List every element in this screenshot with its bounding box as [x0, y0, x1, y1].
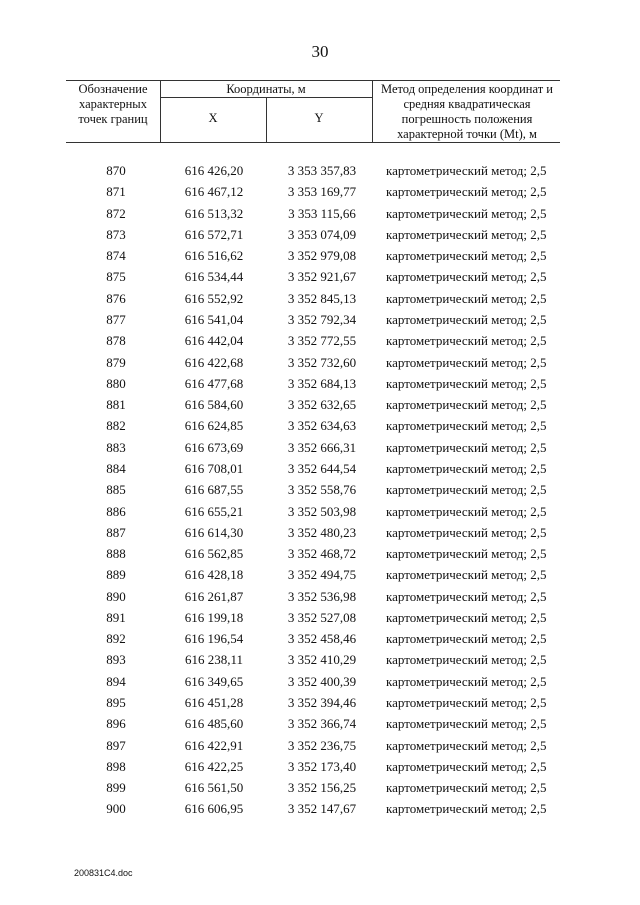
point-id: 872 — [106, 205, 126, 221]
point-id: 892 — [106, 631, 126, 647]
method-cell: картометрический метод; 2,5 — [386, 588, 547, 604]
coord-y: 3 352 792,34 — [287, 312, 357, 327]
coord-y: 3 352 666,31 — [287, 439, 357, 455]
coord-x: 616 422,91 — [184, 737, 244, 753]
method-cell: картометрический метод; 2,5 — [386, 482, 547, 498]
table-row — [0, 160, 640, 181]
table-row — [0, 352, 640, 373]
method-cell: картометрический метод; 2,5 — [386, 418, 547, 434]
table-row — [0, 692, 640, 713]
coord-x: 616 238,11 — [184, 652, 244, 668]
method-cell: картометрический метод; 2,5 — [386, 567, 547, 583]
coord-y: 3 352 845,13 — [287, 290, 357, 306]
coord-y: 3 352 156,25 — [287, 780, 357, 796]
coord-x: 616 561,50 — [184, 780, 244, 796]
coord-y: 3 352 634,63 — [287, 418, 357, 434]
header-divider-2 — [372, 80, 373, 142]
header-designation: Обозначение характерных точек границ — [78, 82, 148, 126]
coord-x: 616 572,71 — [184, 226, 244, 242]
point-id: 871 — [106, 184, 126, 200]
point-id: 884 — [106, 460, 126, 476]
header-top-rule — [66, 80, 560, 81]
coord-x: 616 516,62 — [184, 248, 244, 264]
method-cell: картометрический метод; 2,5 — [386, 226, 547, 242]
table-row — [0, 522, 640, 543]
coord-y: 3 352 732,60 — [287, 354, 357, 370]
coord-y: 3 352 772,55 — [287, 333, 357, 349]
point-id: 881 — [106, 397, 126, 413]
point-id: 891 — [106, 609, 126, 625]
coord-x: 616 534,44 — [184, 269, 244, 285]
table-row — [0, 266, 640, 287]
point-id: 895 — [106, 695, 126, 710]
table-row — [0, 628, 640, 649]
method-cell: картометрический метод; 2,5 — [386, 290, 547, 306]
point-id: 888 — [106, 546, 126, 561]
method-cell: картометрический метод; 2,5 — [386, 333, 547, 349]
coord-x: 616 673,69 — [184, 439, 244, 455]
point-id: 877 — [106, 312, 126, 327]
coord-x: 616 513,32 — [184, 205, 244, 221]
method-cell: картометрический метод; 2,5 — [386, 631, 547, 647]
point-id: 900 — [106, 801, 126, 817]
method-cell: картометрический метод; 2,5 — [386, 737, 547, 753]
coord-y: 3 353 169,77 — [287, 184, 357, 200]
coord-y: 3 352 236,75 — [287, 737, 357, 753]
coord-y: 3 352 494,75 — [287, 567, 357, 583]
table-row — [0, 437, 640, 458]
method-cell: картометрический метод; 2,5 — [386, 758, 547, 774]
coord-y: 3 353 357,83 — [287, 163, 357, 178]
method-cell: картометрический метод; 2,5 — [386, 184, 547, 200]
coord-y: 3 353 115,66 — [288, 205, 356, 221]
point-id: 894 — [106, 673, 126, 689]
point-id: 886 — [106, 503, 126, 519]
method-cell: картометрический метод; 2,5 — [386, 609, 547, 625]
coord-x: 616 687,55 — [184, 482, 244, 498]
table-row — [0, 777, 640, 798]
table-row — [0, 415, 640, 436]
coord-x: 616 428,18 — [184, 567, 244, 583]
point-id: 879 — [106, 354, 126, 370]
point-id: 875 — [106, 269, 126, 285]
point-id: 889 — [106, 567, 126, 583]
point-id: 878 — [106, 333, 126, 349]
coord-y: 3 352 503,98 — [287, 503, 357, 519]
method-cell: картометрический метод; 2,5 — [386, 503, 547, 519]
method-cell: картометрический метод; 2,5 — [386, 439, 547, 455]
point-id: 870 — [106, 163, 126, 178]
table-row — [0, 245, 640, 266]
coord-x: 616 624,85 — [184, 418, 244, 434]
point-id: 882 — [106, 418, 126, 434]
coord-y: 3 352 394,46 — [287, 695, 357, 710]
table-row — [0, 543, 640, 564]
table-row — [0, 713, 640, 734]
point-id: 885 — [106, 482, 126, 498]
coord-x: 616 584,60 — [184, 397, 244, 413]
coord-x: 616 422,25 — [184, 758, 244, 774]
method-cell: картометрический метод; 2,5 — [386, 673, 547, 689]
method-cell: картометрический метод; 2,5 — [386, 524, 547, 540]
header-coordinates: Координаты, м — [226, 82, 306, 96]
method-cell: картометрический метод; 2,5 — [386, 780, 547, 796]
point-id: 873 — [106, 226, 126, 242]
method-cell: картометрический метод; 2,5 — [386, 716, 547, 732]
coord-x: 616 422,68 — [184, 354, 244, 370]
page-number: 30 — [311, 42, 329, 61]
table-row — [0, 181, 640, 202]
method-cell: картометрический метод; 2,5 — [386, 163, 547, 178]
coord-y: 3 352 527,08 — [287, 609, 357, 625]
coord-y: 3 352 632,65 — [287, 397, 357, 413]
coord-x: 616 606,95 — [184, 801, 244, 817]
coord-x: 616 655,21 — [184, 503, 244, 519]
coord-x: 616 451,28 — [184, 695, 244, 710]
coord-x: 616 199,18 — [184, 609, 244, 625]
coord-x: 616 708,01 — [184, 460, 244, 476]
method-cell: картометрический метод; 2,5 — [386, 460, 547, 476]
coord-y: 3 352 173,40 — [287, 758, 357, 774]
coord-y: 3 352 684,13 — [287, 375, 357, 391]
coord-x: 616 467,12 — [184, 184, 244, 200]
coord-x: 616 614,30 — [184, 524, 244, 540]
coord-y: 3 352 458,46 — [287, 631, 357, 647]
header-bottom-rule — [66, 142, 560, 143]
point-id: 897 — [106, 737, 126, 753]
coord-x: 616 261,87 — [184, 588, 244, 604]
method-cell: картометрический метод; 2,5 — [386, 248, 547, 264]
header-x: X — [208, 111, 218, 125]
coord-x: 616 477,68 — [184, 375, 244, 391]
coord-y: 3 352 558,76 — [287, 482, 357, 498]
point-id: 890 — [106, 588, 126, 604]
table-row — [0, 458, 640, 479]
method-cell: картометрический метод; 2,5 — [386, 205, 547, 221]
point-id: 880 — [106, 375, 126, 391]
coord-y: 3 352 480,23 — [287, 524, 357, 540]
coord-x: 616 562,85 — [184, 546, 244, 561]
method-cell: картометрический метод; 2,5 — [386, 546, 547, 561]
header-y: Y — [314, 111, 324, 125]
point-id: 893 — [106, 652, 126, 668]
coord-x: 616 552,92 — [184, 290, 244, 306]
table-row — [0, 330, 640, 351]
table-row — [0, 309, 640, 330]
coord-y: 3 352 366,74 — [287, 716, 357, 732]
coord-y: 3 352 147,67 — [287, 801, 357, 817]
coord-y: 3 352 400,39 — [287, 673, 357, 689]
method-cell: картометрический метод; 2,5 — [386, 312, 547, 327]
footer-filename: 200831C4.doc — [74, 868, 133, 878]
table-row — [0, 501, 640, 522]
table-row — [0, 671, 640, 692]
method-cell: картометрический метод; 2,5 — [386, 269, 547, 285]
table-row — [0, 756, 640, 777]
coord-x: 616 349,65 — [184, 673, 244, 689]
coord-y: 3 352 468,72 — [287, 546, 357, 561]
table-row — [0, 288, 640, 309]
coord-x: 616 196,54 — [184, 631, 244, 647]
method-cell: картометрический метод; 2,5 — [386, 801, 547, 817]
point-id: 887 — [106, 524, 126, 540]
coord-y: 3 353 074,09 — [287, 226, 357, 242]
method-cell: картометрический метод; 2,5 — [386, 354, 547, 370]
point-id: 899 — [106, 780, 126, 796]
table-row — [0, 224, 640, 245]
coord-y: 3 352 979,08 — [287, 248, 357, 264]
table-row — [0, 607, 640, 628]
coord-x: 616 541,04 — [184, 312, 244, 327]
point-id: 896 — [106, 716, 126, 732]
table-row — [0, 798, 640, 819]
coord-y: 3 352 410,29 — [287, 652, 357, 668]
table-row — [0, 735, 640, 756]
coord-x: 616 442,04 — [184, 333, 244, 349]
point-id: 876 — [106, 290, 126, 306]
table-row — [0, 479, 640, 500]
method-cell: картометрический метод; 2,5 — [386, 375, 547, 391]
method-cell: картометрический метод; 2,5 — [386, 397, 547, 413]
table-row — [0, 394, 640, 415]
point-id: 898 — [106, 758, 126, 774]
point-id: 883 — [106, 439, 126, 455]
table-row — [0, 564, 640, 585]
coord-y: 3 352 921,67 — [287, 269, 357, 285]
point-id: 874 — [106, 248, 126, 264]
method-cell: картометрический метод; 2,5 — [386, 652, 547, 668]
coord-x: 616 485,60 — [184, 716, 244, 732]
table-row — [0, 649, 640, 670]
table-row — [0, 203, 640, 224]
header-method: Метод определения координат и средняя квадратическая погрешность положения характерной точки (Mt), м — [381, 82, 553, 141]
table-row — [0, 586, 640, 607]
coord-y: 3 352 644,54 — [287, 460, 357, 476]
coord-x: 616 426,20 — [184, 163, 244, 178]
coord-y: 3 352 536,98 — [287, 588, 357, 604]
method-cell: картометрический метод; 2,5 — [386, 695, 547, 710]
table-row — [0, 373, 640, 394]
